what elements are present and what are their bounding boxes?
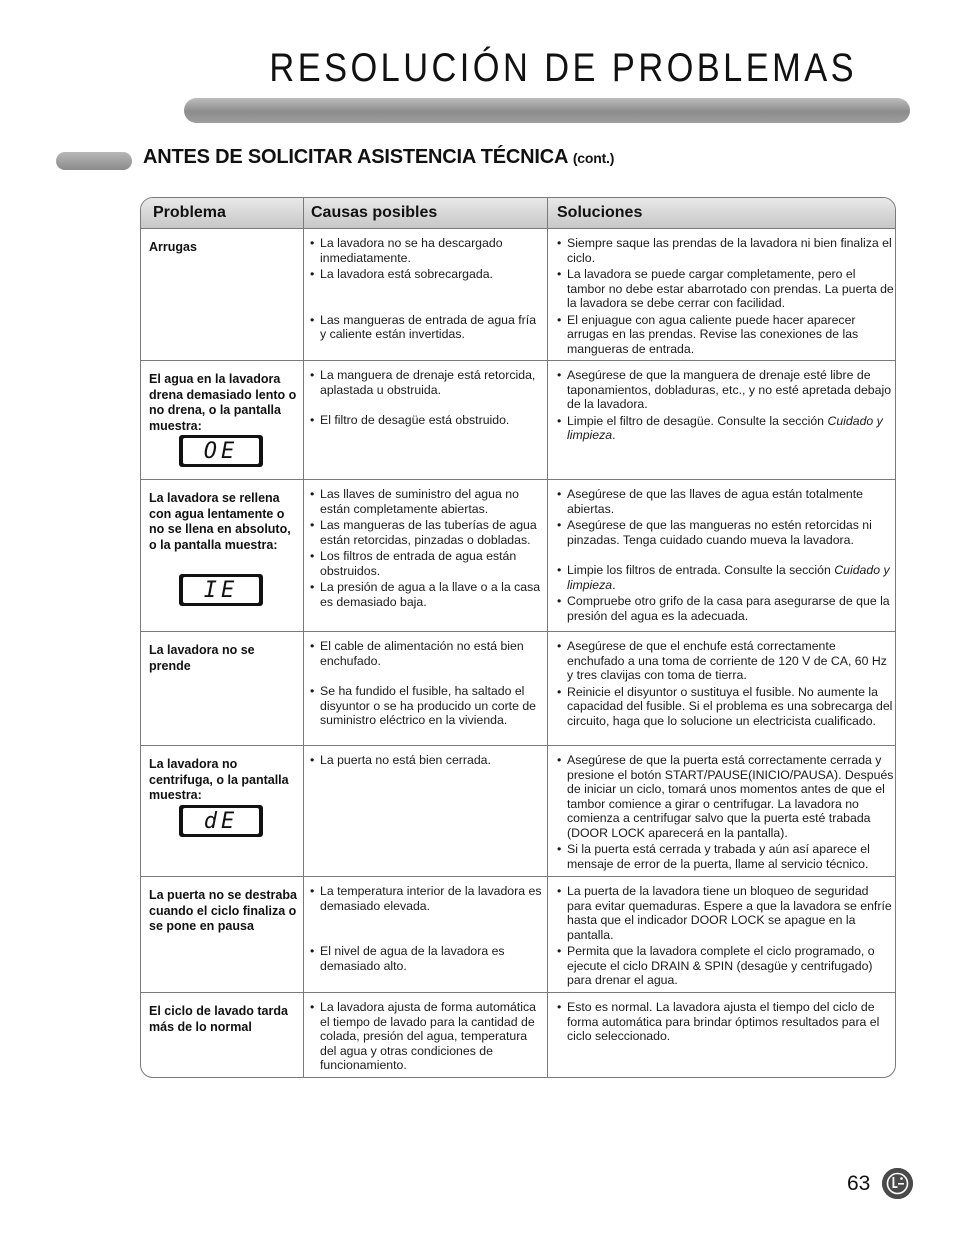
title-underline-bar — [184, 98, 910, 123]
solution-item: • Esto es normal. La lavadora ajusta el tiempo del ciclo de forma automática para brindar óptimos resultados para el ciclo seleccionado. — [554, 1000, 894, 1044]
table-row — [141, 993, 895, 1078]
causes-cell — [307, 368, 543, 430]
error-display-de — [179, 805, 263, 837]
solution-text-end: . — [612, 428, 616, 442]
solution-item: • Asegúrese de que la puerta está correctamente cerrada y presione el botón START/PAUSE(INICIO/PAUSA). Después de iniciar un ciclo, tomará unos momentos antes de que el tambor comience a girar o centrifugar. La lavadora no comienza a centrifugar salvo que la puerta esté trabada (DOOR LOCK aparecerá en la pantalla). — [554, 753, 894, 840]
section-reference: Cuidado y limpieza — [567, 563, 890, 592]
section-reference: Cuidado y limpieza — [567, 413, 883, 442]
cause-item: • La manguera de drenaje está retorcida, aplastada u obstruida. — [307, 368, 543, 397]
solution-item — [554, 563, 894, 592]
table-row — [141, 632, 895, 746]
table-row — [141, 480, 895, 632]
display-code: IE — [203, 578, 239, 603]
problem-cell: La lavadora se rellena con agua lentamente o no se llena en absoluto, o la pantalla muestra: — [149, 491, 291, 552]
section-heading — [143, 146, 614, 169]
cause-item: • El cable de alimentación no está bien enchufado. — [307, 639, 543, 668]
problem-cell: Arrugas — [149, 240, 197, 254]
causes-cell — [307, 639, 543, 730]
causes-cell — [307, 753, 543, 770]
page-number: 63 — [847, 1172, 871, 1195]
cause-item: • Se ha fundido el fusible, ha saltado el disyuntor o se ha producido un corte de suministro eléctrico en la vivienda. — [307, 684, 543, 728]
table-row — [141, 229, 895, 361]
solution-item: • Compruebe otro grifo de la casa para asegurarse de que la presión del agua es la adecuada. — [554, 594, 894, 623]
header-causes: Causas posibles — [311, 204, 438, 221]
solution-item: • La puerta de la lavadora tiene un bloqueo de seguridad para evitar quemaduras. Espere a que la lavadora se enfríe hasta que el indicador DOOR LOCK se apague en la pantalla. — [554, 884, 894, 942]
troubleshooting-table — [140, 197, 896, 1078]
error-display-ie — [179, 574, 263, 606]
solution-text: Limpie los filtros de entrada. Consulte la sección — [567, 563, 835, 577]
solution-item — [554, 414, 894, 443]
solution-item: • Asegúrese de que la manguera de drenaje esté libre de taponamientos, dobladuras, etc., y no esté apretada debajo de la lavadora. — [554, 368, 894, 412]
cause-item: • Los filtros de entrada de agua están obstruidos. — [307, 549, 543, 578]
display-code: dE — [203, 809, 239, 834]
solution-item: • La lavadora se puede cargar completamente, pero el tambor no debe estar abarrotado con prendas. La puerta de la lavadora se debe cerrar con facilidad. — [554, 267, 894, 311]
table-row — [141, 746, 895, 877]
problem-cell: El ciclo de lavado tarda más de lo normal — [149, 1004, 288, 1034]
solution-item: • Permita que la lavadora complete el ciclo programado, o ejecute el ciclo DRAIN & SPIN (desagüe y centrifugado) para drenar el agua. — [554, 944, 894, 988]
solutions-cell — [554, 753, 894, 873]
causes-cell — [307, 1000, 543, 1075]
solution-text: Limpie el filtro de desagüe. Consulte la sección — [567, 413, 828, 428]
solutions-cell — [554, 368, 894, 445]
cause-item: • La temperatura interior de la lavadora es demasiado elevada. — [307, 884, 543, 913]
solutions-cell — [554, 236, 894, 358]
cause-item: • El filtro de desagüe está obstruido. — [307, 413, 543, 428]
cause-item: • La lavadora está sobrecargada. — [307, 267, 543, 282]
solution-item: • Asegúrese de que el enchufe está correctamente enchufado a una toma de corriente de 120 V de CA, 60 Hz y tres clavijas con toma de tierra. — [554, 639, 894, 683]
lg-logo-icon — [882, 1168, 913, 1199]
problem-cell: El agua en la lavadora drena demasiado lento o no drena, o la pantalla muestra: — [149, 372, 297, 433]
solution-item: • Si la puerta está cerrada y trabada y aún así aparece el mensaje de error de la puerta, llame al servicio técnico. — [554, 842, 894, 871]
section-heading-text: ANTES DE SOLICITAR ASISTENCIA TÉCNICA — [143, 146, 568, 168]
problem-cell: La lavadora no se prende — [149, 643, 255, 673]
causes-cell — [307, 884, 543, 975]
page-title: RESOLUCIÓN DE PROBLEMAS — [269, 46, 857, 90]
section-marker-pill — [56, 152, 132, 170]
error-display-oe — [179, 435, 263, 467]
problem-cell: La lavadora no centrifuga, o la pantalla muestra: — [149, 757, 289, 802]
causes-cell — [307, 236, 543, 344]
header-problem: Problema — [153, 204, 226, 221]
solution-item: • Reinicie el disyuntor o sustituya el fusible. No aumente la capacidad del fusible. Si el problema es una sobrecarga del circuito, haga que lo solucione un electricista cualificado. — [554, 685, 894, 729]
cause-item: • La lavadora no se ha descargado inmediatamente. — [307, 236, 543, 265]
section-heading-cont: (cont.) — [572, 150, 615, 166]
solution-item: • El enjuague con agua caliente puede hacer aparecer arrugas en las prendas. Revise las conexiones de las mangueras de entrada. — [554, 313, 894, 357]
solution-item: • Asegúrese de que las llaves de agua están totalmente abiertas. — [554, 487, 894, 516]
cause-item: • Las mangueras de entrada de agua fría y caliente están invertidas. — [307, 313, 543, 342]
table-header — [141, 198, 895, 229]
table-row — [141, 877, 895, 993]
solutions-cell — [554, 884, 894, 990]
solution-item: • Siempre saque las prendas de la lavadora ni bien finaliza el ciclo. — [554, 236, 894, 265]
cause-item: • Las llaves de suministro del agua no están completamente abiertas. — [307, 487, 543, 516]
cause-item: • Las mangueras de las tuberías de agua están retorcidas, pinzadas o dobladas. — [307, 518, 543, 547]
cause-item: • La lavadora ajusta de forma automática el tiempo de lavado para la cantidad de colada, presión del agua, temperatura del agua y otras condiciones de funcionamiento. — [307, 1000, 543, 1073]
solution-item: • Asegúrese de que las mangueras no estén retorcidas ni pinzadas. Tenga cuidado cuando mueva la lavadora. — [554, 518, 894, 547]
column-divider — [547, 198, 548, 1077]
solution-text-end: . — [612, 577, 616, 592]
table-row — [141, 361, 895, 480]
header-solutions: Soluciones — [557, 204, 643, 221]
column-divider — [303, 198, 304, 1077]
display-code: OE — [203, 439, 239, 464]
problem-cell: La puerta no se destraba cuando el ciclo finaliza o se pone en pausa — [149, 888, 297, 933]
solutions-cell — [554, 639, 894, 730]
cause-item: • La presión de agua a la llave o a la casa es demasiado baja. — [307, 580, 543, 609]
cause-item: • El nivel de agua de la lavadora es demasiado alto. — [307, 944, 543, 973]
solutions-cell — [554, 487, 894, 625]
solutions-cell — [554, 1000, 894, 1046]
cause-item: • La puerta no está bien cerrada. — [307, 753, 543, 768]
causes-cell — [307, 487, 543, 611]
